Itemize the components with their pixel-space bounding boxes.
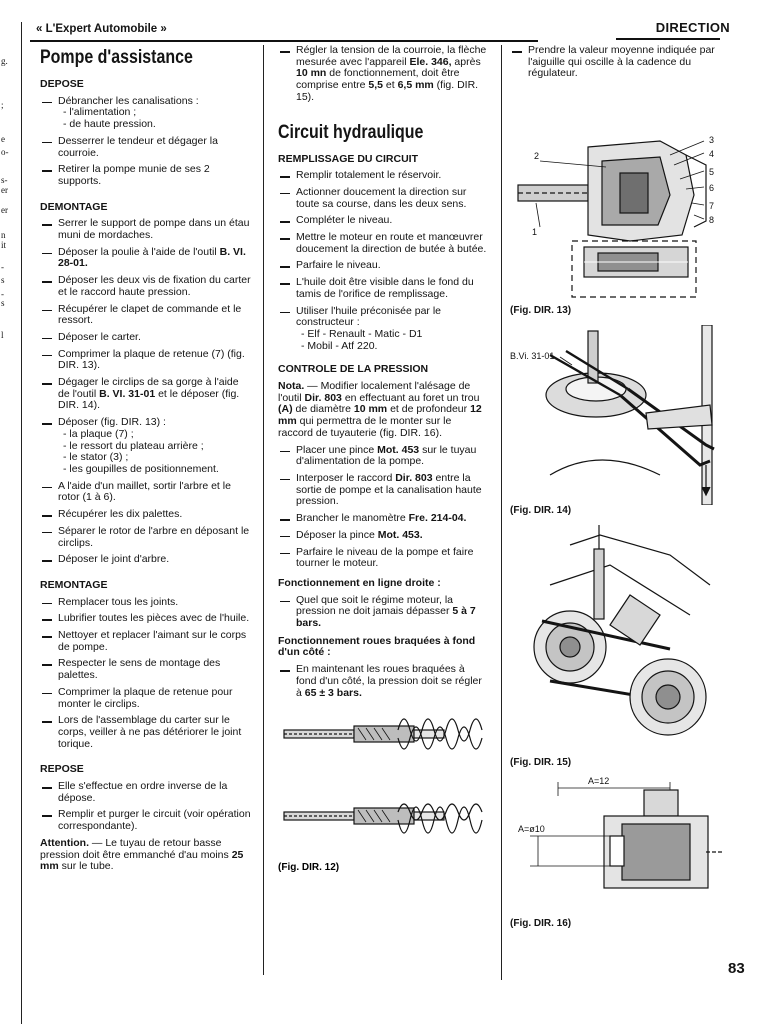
column-divider bbox=[263, 45, 264, 975]
gutter-fragment: e bbox=[1, 134, 5, 144]
figure-dir-15 bbox=[510, 525, 722, 769]
gutter-fragment: n bbox=[1, 230, 6, 240]
pump-section-diagram bbox=[510, 85, 722, 305]
list-item: Comprimer la plaque de retenue pour monter le circlips. bbox=[40, 687, 253, 710]
list-item: Parfaire le niveau. bbox=[278, 260, 488, 272]
gutter-fragment: ; bbox=[1, 100, 4, 110]
list-item: Récupérer le clapet de commande et le ressort. bbox=[40, 304, 253, 327]
callout-2: 2 bbox=[534, 151, 540, 162]
list-item: Remplir totalement le réservoir. bbox=[278, 170, 488, 182]
list-item: Remplacer tous les joints. bbox=[40, 597, 253, 609]
belt-tension-diagram bbox=[510, 525, 722, 757]
list-item: Nettoyer et replacer l'aimant sur le corps de pompe. bbox=[40, 630, 253, 653]
callout-3: 3 bbox=[709, 135, 715, 146]
list-item: Déposer les deux vis de fixation du carter et le raccord haute pression. bbox=[40, 275, 253, 298]
binding-edge bbox=[0, 0, 20, 1024]
list-item: Déposer la pince Mot. 453. bbox=[278, 530, 488, 542]
list-item: Déposer la poulie à l'aide de l'outil B. VI. 28-01. bbox=[40, 247, 253, 270]
list-item: Interposer le raccord Dir. 803 entre la sortie de pompe et la canalisation haute pression. bbox=[278, 473, 488, 508]
column-right bbox=[510, 45, 722, 930]
column-left bbox=[40, 45, 253, 873]
list-item: Déposer (fig. DIR. 13) : - la plaque (7) ; - le ressort du plateau arrière ; - le stator (3) ; - les goupilles de positionnement. bbox=[40, 417, 253, 476]
figure-dir-13 bbox=[510, 85, 722, 317]
heading-ligne-droite: Fonctionnement en ligne droite : bbox=[278, 576, 441, 589]
list-item: Actionner doucement la direction sur toute sa course, dans les deux sens. bbox=[278, 187, 488, 210]
gutter-fragment: l bbox=[1, 330, 4, 340]
article-title: Pompe d'assistance bbox=[40, 47, 193, 68]
list-item: Dégager le circlips de sa gorge à l'aide de l'outil B. VI. 31-01 et le déposer (fig. DIR. 14). bbox=[40, 377, 253, 412]
section-title-circuit: Circuit hydraulique bbox=[278, 121, 424, 143]
list-item: Prendre la valeur moyenne indiquée par l'aiguille qui oscille à la cadence du régulateur. bbox=[510, 45, 722, 80]
gutter-fragment: er bbox=[1, 185, 8, 195]
list-item: Récupérer les dix palettes. bbox=[40, 509, 253, 521]
figure-dir-12 bbox=[278, 704, 488, 876]
figure-caption: (Fig. DIR. 14) bbox=[510, 504, 572, 516]
callout-5: 5 bbox=[709, 167, 715, 178]
list-item: Séparer le rotor de l'arbre en déposant le circlips. bbox=[40, 526, 253, 549]
dimension-a-12: A=12 bbox=[588, 776, 610, 787]
heading-repose: REPOSE bbox=[40, 763, 84, 776]
list-item: Débrancher les canalisations : - l'alimentation ; - de haute pression. bbox=[40, 96, 253, 131]
heading-remontage: REMONTAGE bbox=[40, 578, 108, 591]
heading-depose: DEPOSE bbox=[40, 78, 84, 90]
list-item: Placer une pince Mot. 453 sur le tuyau d'alimentation de la pompe. bbox=[278, 445, 488, 468]
list-item: Brancher le manomètre Fre. 214-04. bbox=[278, 513, 488, 525]
callout-4: 4 bbox=[709, 149, 715, 160]
list-item: Déposer le joint d'arbre. bbox=[40, 554, 253, 566]
column-divider bbox=[501, 45, 502, 980]
list-item: A l'aide d'un maillet, sortir l'arbre et le rotor (1 à 6). bbox=[40, 481, 253, 504]
section-title: DIRECTION bbox=[655, 20, 730, 35]
gutter-fragment: g. bbox=[1, 56, 8, 66]
header-rule bbox=[616, 38, 720, 40]
nota-note: Nota. — Modifier localement l'alésage de l'outil Dir. 803 en effectuant au foret un trou (A) de diamètre 10 mm et de profondeur 12 mm qui permettra de le monter sur le raccord de tuyauterie (fig. DIR. 16). bbox=[278, 380, 482, 439]
list-item: Serrer le support de pompe dans un étau muni de mordaches. bbox=[40, 218, 253, 241]
attention-note: Attention. — Le tuyau de retour basse pression doit être emmanché d'au moins 25 mm sur le tube. bbox=[40, 836, 244, 873]
hose-spring-diagram bbox=[278, 704, 488, 876]
list-item: Régler la tension de la courroie, la flèche mesurée avec l'appareil Ele. 346, après 10 mn de fonctionnement, doit être comprise entre 5,5 et 6,5 mm (fig. DIR. 15). bbox=[278, 45, 488, 104]
gutter-fragment: - bbox=[1, 289, 4, 299]
page-header bbox=[30, 20, 730, 40]
heading-controle: CONTROLE DE LA PRESSION bbox=[278, 363, 429, 376]
list-item: Mettre le moteur en route et manœuvrer doucement la direction de butée à butée. bbox=[278, 232, 488, 255]
gutter-fragment: o- bbox=[1, 147, 9, 157]
gutter-fragment: er bbox=[1, 205, 8, 215]
fitting-diagram bbox=[510, 776, 722, 918]
tool-label: B.Vi. 31-01 bbox=[510, 350, 555, 361]
heading-roues-braquees: Fonctionnement roues braquées à fond d'un côté : bbox=[278, 634, 476, 659]
list-item: Comprimer la plaque de retenue (7) (fig. DIR. 13). bbox=[40, 349, 253, 372]
callout-1: 1 bbox=[532, 227, 538, 238]
header-rule bbox=[30, 40, 538, 42]
list-item: Lors de l'assemblage du carter sur le corps, veiller à ne pas détériorer le joint torique. bbox=[40, 715, 253, 750]
gutter-fragment: s bbox=[1, 298, 5, 308]
list-item: Desserrer le tendeur et dégager la courroie. bbox=[40, 136, 253, 159]
gutter-rule bbox=[21, 22, 22, 1024]
gutter-fragment: - bbox=[1, 262, 4, 272]
journal-title: « L'Expert Automobile » bbox=[36, 23, 167, 35]
list-item: Parfaire le niveau de la pompe et faire tourner le moteur. bbox=[278, 547, 488, 570]
figure-caption: (Fig. DIR. 12) bbox=[278, 862, 340, 874]
heading-demontage: DEMONTAGE bbox=[40, 200, 108, 213]
figure-caption: (Fig. DIR. 15) bbox=[510, 756, 572, 768]
list-item: Lubrifier toutes les pièces avec de l'huile. bbox=[40, 613, 253, 625]
list-item: Quel que soit le régime moteur, la pression ne doit jamais dépasser 5 à 7 bars. bbox=[278, 595, 488, 630]
callout-8: 8 bbox=[709, 215, 715, 226]
list-item: Utiliser l'huile préconisée par le constructeur : - Elf - Renault - Matic - D1 - Mobil - Atf 220. bbox=[278, 306, 488, 353]
figure-caption: (Fig. DIR. 16) bbox=[510, 918, 572, 930]
figure-dir-14 bbox=[510, 325, 722, 517]
gutter-fragment: it bbox=[1, 240, 7, 250]
list-item: Compléter le niveau. bbox=[278, 215, 488, 227]
column-middle bbox=[278, 45, 488, 876]
page-number: 83 bbox=[728, 960, 745, 977]
list-item: Retirer la pompe munie de ses 2 supports. bbox=[40, 164, 253, 187]
dimension-a-diameter: A=ø10 bbox=[518, 824, 545, 835]
list-item: L'huile doit être visible dans le fond du tamis de l'orifice de remplissage. bbox=[278, 277, 488, 300]
list-item: Respecter le sens de montage des palettes. bbox=[40, 658, 253, 681]
callout-6: 6 bbox=[709, 183, 715, 194]
gutter-fragment: s- bbox=[1, 175, 8, 185]
figure-caption: (Fig. DIR. 13) bbox=[510, 305, 572, 317]
list-item: Elle s'effectue en ordre inverse de la dépose. bbox=[40, 781, 253, 804]
list-item: En maintenant les roues braquées à fond d'un côté, la pression doit se régler à 65 ± 3 bars. bbox=[278, 664, 488, 699]
gutter-fragment: s bbox=[1, 275, 5, 285]
list-item: Déposer le carter. bbox=[40, 332, 253, 344]
figure-dir-16 bbox=[510, 776, 722, 930]
heading-remplissage: REMPLISSAGE DU CIRCUIT bbox=[278, 152, 419, 165]
circlips-pliers-diagram bbox=[510, 325, 722, 505]
callout-7: 7 bbox=[709, 201, 715, 212]
list-item: Remplir et purger le circuit (voir opération correspondante). bbox=[40, 809, 253, 832]
